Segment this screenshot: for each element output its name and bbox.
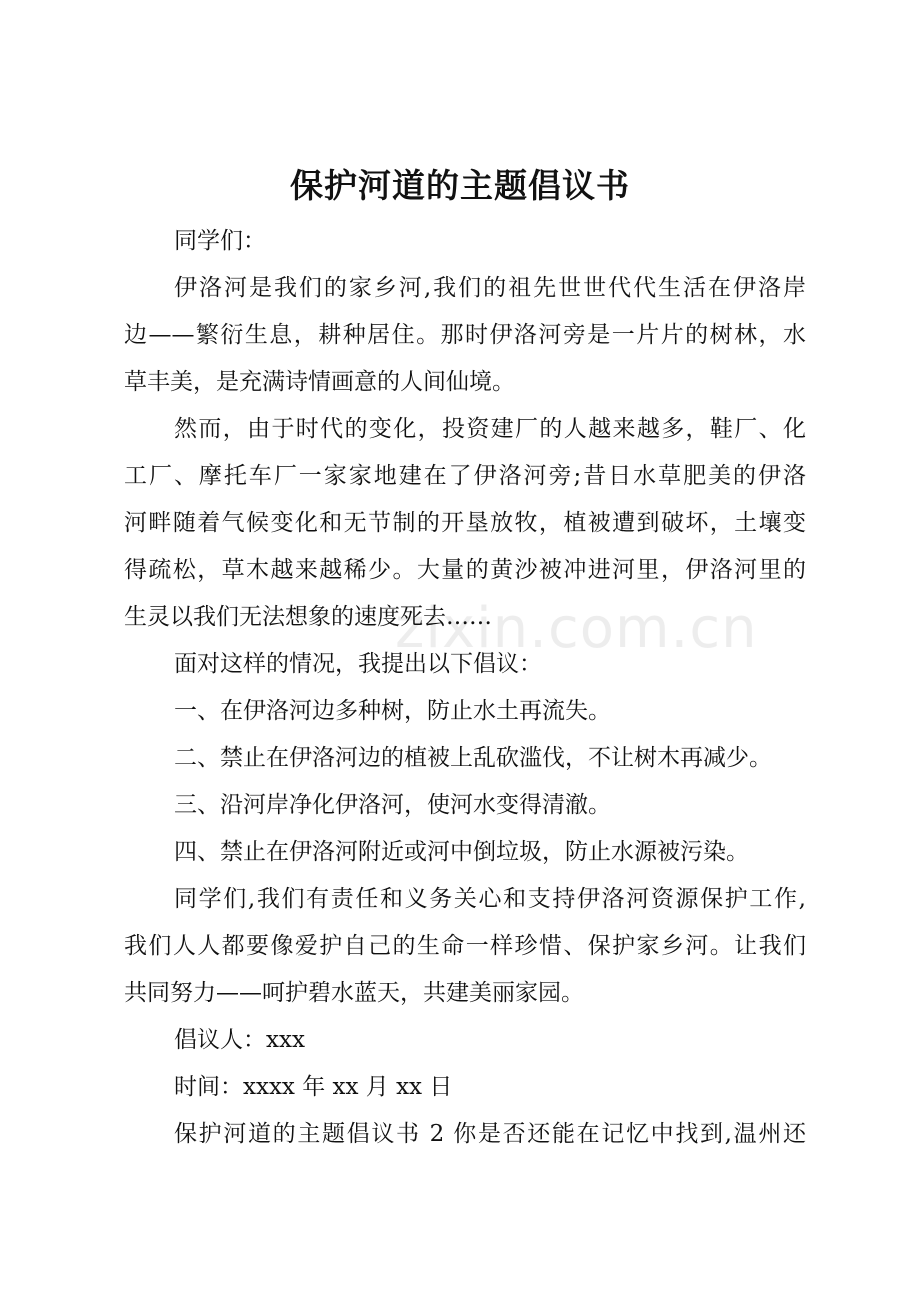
text-line: 伊洛河是我们的家乡河,我们的祖先世世代代生活在伊洛岸 — [174, 275, 806, 301]
document-body — [124, 218, 806, 1158]
text-line: 同学们： — [174, 228, 266, 254]
text-line: 面对这样的情况，我提出以下倡议： — [174, 651, 542, 677]
text-line: 然而，由于时代的变化，投资建厂的人越来越多，鞋厂、化 — [174, 416, 806, 442]
text-line: 得疏松，草木越来越稀少。大量的黄沙被冲进河里，伊洛河里的 — [124, 557, 806, 583]
text-line: 四、禁止在伊洛河附近或河中倒垃圾，防止水源被污染。 — [174, 839, 749, 865]
text-line: 共同努力——呵护碧水蓝天，共建美丽家园。 — [124, 980, 584, 1006]
text-line: 工厂、摩托车厂一家家地建在了伊洛河旁;昔日水草肥美的伊洛 — [124, 463, 806, 489]
watermark: zixin.com.cn — [395, 596, 758, 661]
text-line: 边——繁衍生息，耕种居住。那时伊洛河旁是一片片的树林，水 — [124, 322, 806, 348]
text-line: 同学们,我们有责任和义务关心和支持伊洛河资源保护工作, — [174, 886, 806, 912]
text-line: 三、沿河岸净化伊洛河，使河水变得清澈。 — [174, 792, 611, 818]
text-line: 保护河道的主题倡议书 2 你是否还能在记忆中找到,温州还 — [174, 1121, 806, 1147]
text-line: 我们人人都要像爱护自己的生命一样珍惜、保护家乡河。让我们 — [124, 933, 806, 959]
document-title: 保护河道的主题倡议书 — [290, 166, 630, 205]
text-line: 河畔随着气候变化和无节制的开垦放牧，植被遭到破坏，土壤变 — [124, 510, 806, 536]
text-line: 时间：xxxx 年 xx 月 xx 日 — [174, 1074, 453, 1100]
text-line: 草丰美，是充满诗情画意的人间仙境。 — [124, 369, 515, 395]
text-line: 一、在伊洛河边多种树，防止水土再流失。 — [174, 698, 611, 724]
text-line: 二、禁止在伊洛河边的植被上乱砍滥伐，不让树木再减少。 — [174, 745, 772, 771]
text-line: 倡议人：xxx — [174, 1027, 305, 1053]
text-line: 生灵以我们无法想象的速度死去…… — [124, 604, 492, 630]
